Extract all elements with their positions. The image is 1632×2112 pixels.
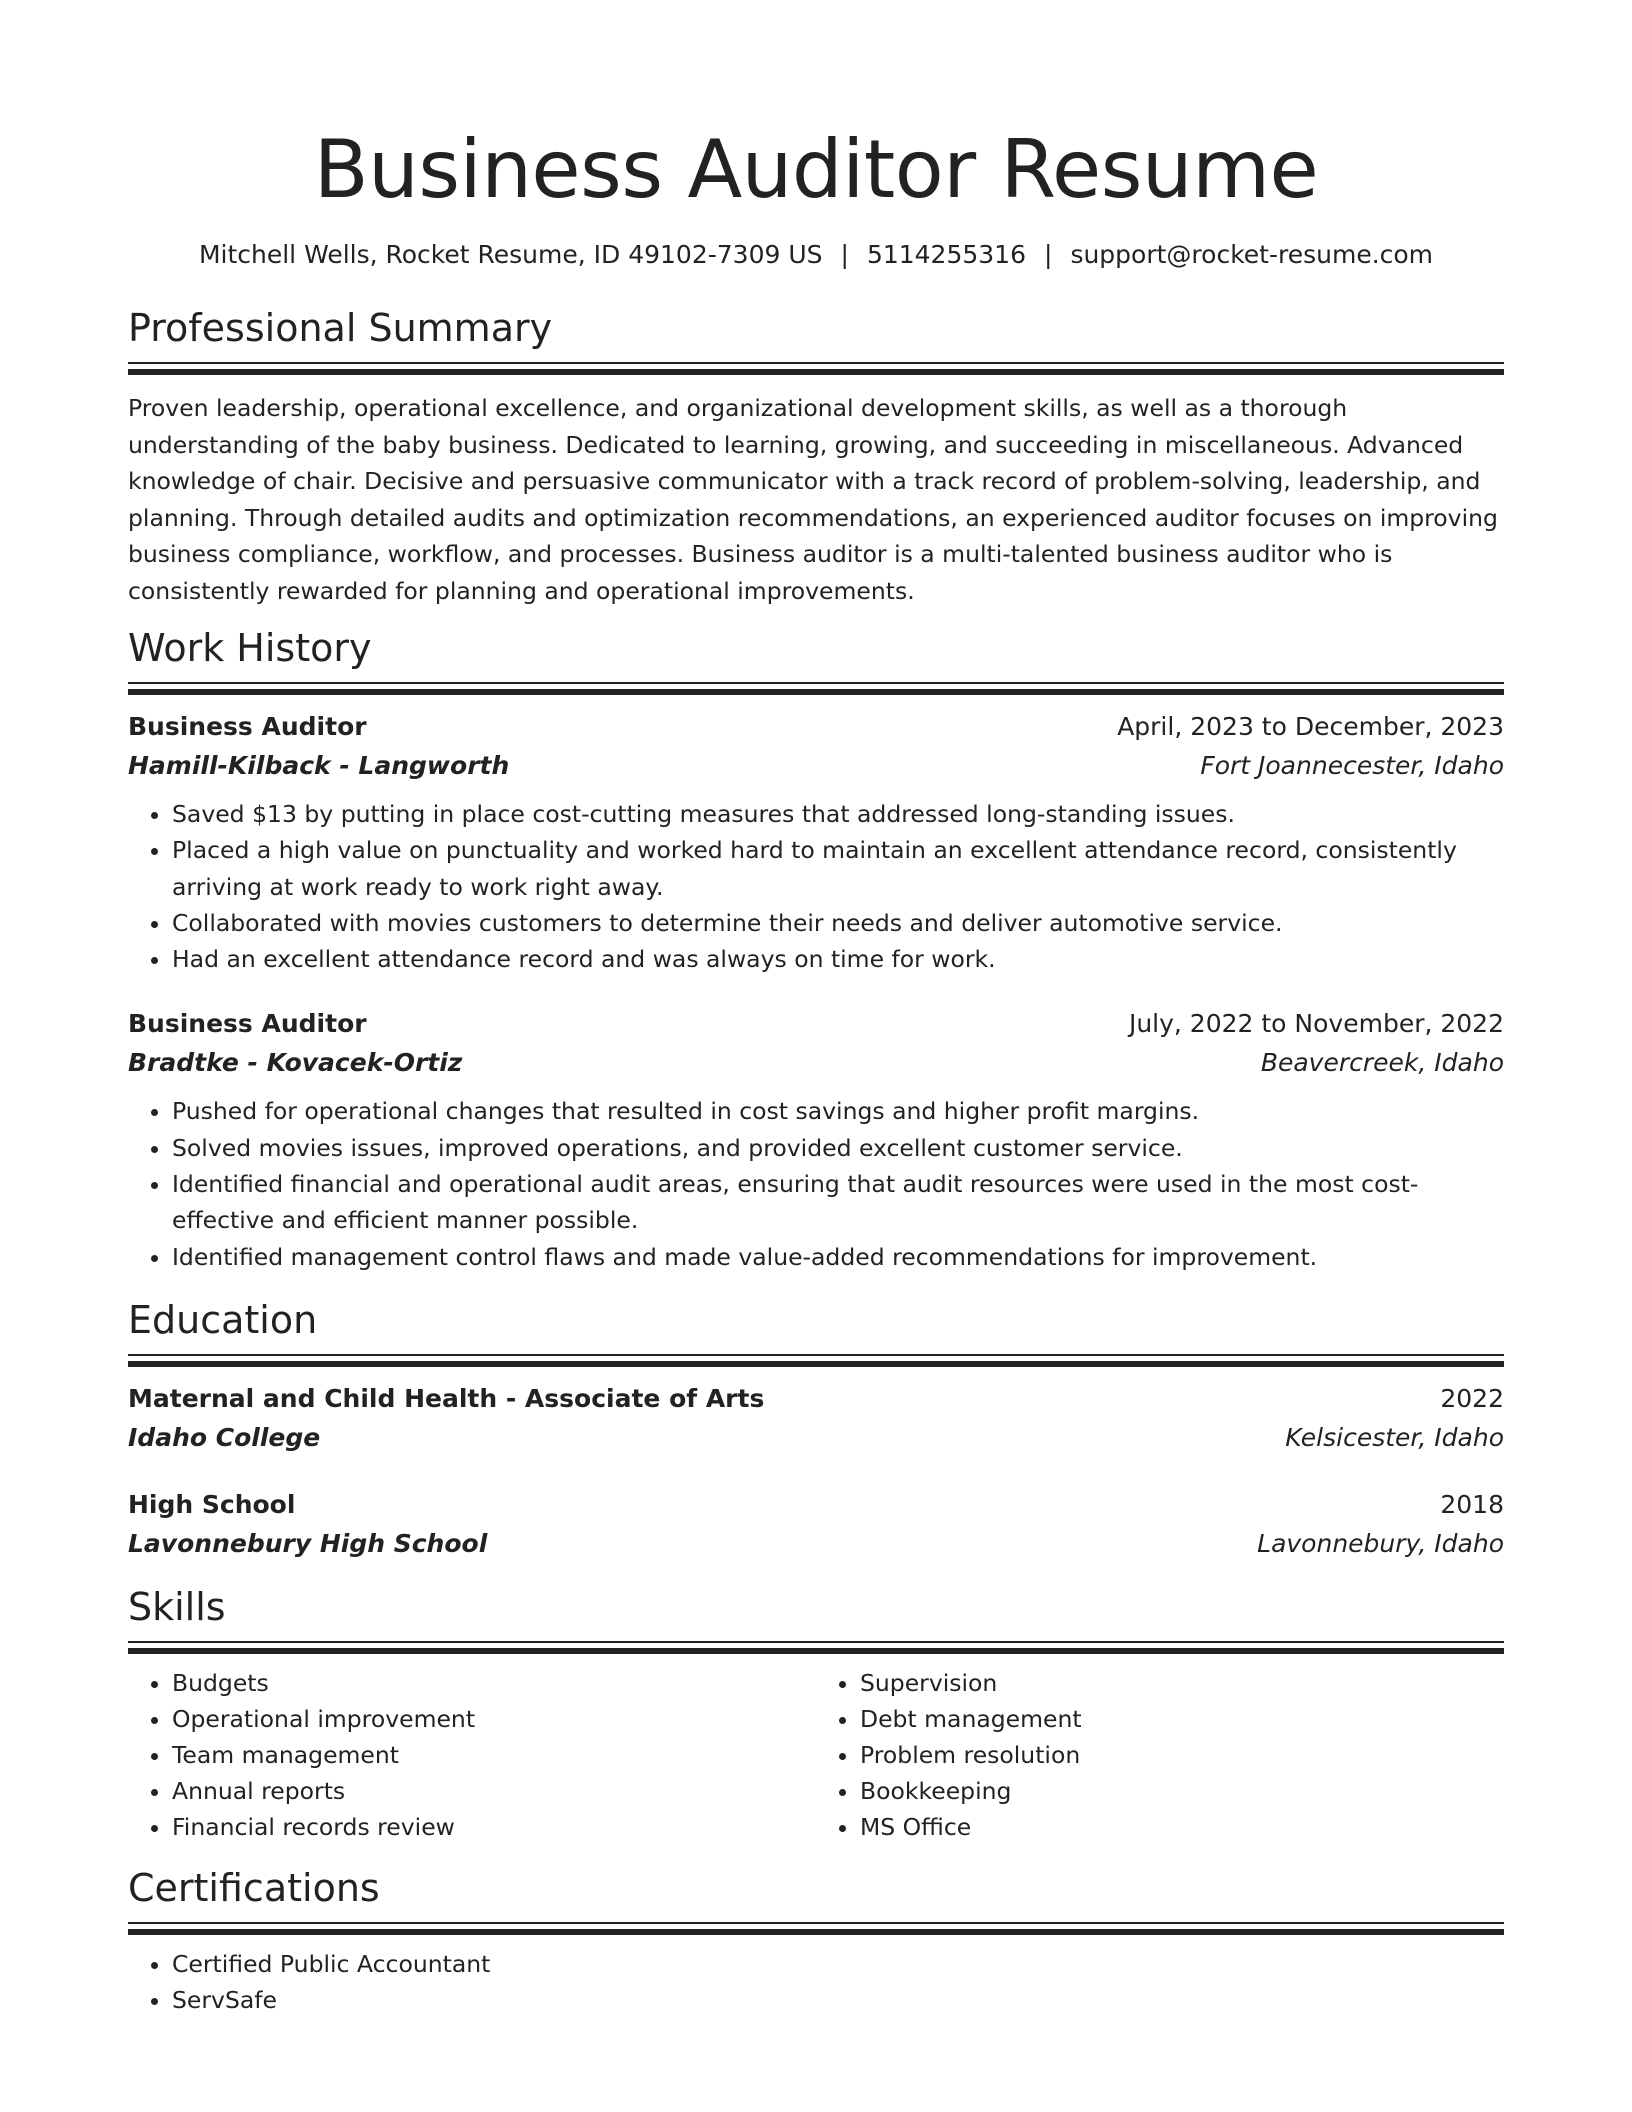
skill-item: • MS Office <box>860 1809 1504 1845</box>
section-heading: Work History <box>128 626 372 670</box>
skill-item: • Debt management <box>860 1701 1504 1737</box>
job-bullet: • Identified management control flaws and made value-added recommendations for improvement. <box>172 1239 1504 1275</box>
certification-list <box>128 1946 1504 2019</box>
job-location: Beavercreek, Idaho <box>1260 1048 1504 1078</box>
job-bullet: • Identified financial and operational audit areas, ensuring that audit resources were used in the most cost-effective and efficient manner possible. <box>172 1166 1504 1239</box>
education-entry <box>128 1380 1504 1458</box>
section-heading: Education <box>128 1297 318 1342</box>
skill-item: • Bookkeeping <box>860 1773 1504 1809</box>
work-history-section <box>128 623 1504 1275</box>
skills-column-right <box>816 1665 1504 1845</box>
contact-email: support@rocket-resume.com <box>1070 240 1434 269</box>
job-bullets <box>128 1093 1504 1274</box>
contact-separator: | <box>840 240 849 269</box>
job-title: Business Auditor <box>128 1009 367 1039</box>
skill-item: • Team management <box>172 1737 816 1773</box>
section-heading: Certifications <box>128 1865 380 1910</box>
job-location: Fort Joannecester, Idaho <box>1200 751 1504 780</box>
section-heading: Skills <box>128 1584 226 1629</box>
section-divider <box>128 682 1504 696</box>
school-location: Lavonnebury, Idaho <box>1257 1528 1504 1558</box>
education-entry <box>128 1486 1504 1564</box>
contact-address: Mitchell Wells, Rocket Resume, ID 49102-7309 US <box>198 240 823 269</box>
job-bullet: • Solved movies issues, improved operations, and provided excellent customer service. <box>172 1130 1504 1166</box>
degree-name: Maternal and Child Health - Associate of Arts <box>128 1383 765 1413</box>
contact-line <box>128 238 1504 272</box>
skill-item: • Problem resolution <box>860 1737 1504 1773</box>
skills-grid <box>128 1665 1504 1845</box>
job-bullet: • Saved $13 by putting in place cost-cutting measures that addressed long-standing issues. <box>172 796 1504 832</box>
job-bullet: • Collaborated with movies customers to determine their needs and deliver automotive service. <box>172 905 1504 941</box>
job-bullets <box>128 796 1504 977</box>
job-bullet: • Had an excellent attendance record and was always on time for work. <box>172 941 1504 977</box>
job-company: Bradtke - Kovacek-Ortiz <box>128 1048 463 1078</box>
certification-item: • ServSafe <box>172 1982 1504 2018</box>
section-divider <box>128 362 1504 376</box>
job-title: Business Auditor <box>128 712 367 741</box>
contact-separator: | <box>1044 240 1053 269</box>
skill-item: • Supervision <box>860 1665 1504 1701</box>
graduation-year: 2018 <box>1440 1489 1504 1519</box>
job-company: Hamill-Kilback - Langworth <box>128 751 510 780</box>
certification-item: • Certified Public Accountant <box>172 1946 1504 1982</box>
degree-name: High School <box>128 1489 296 1519</box>
job-entry <box>128 708 1504 977</box>
skill-item: • Operational improvement <box>172 1701 816 1737</box>
job-dates: April, 2023 to December, 2023 <box>1117 712 1504 741</box>
graduation-year: 2022 <box>1440 1383 1504 1413</box>
contact-phone: 5114255316 <box>866 240 1026 269</box>
education-section <box>128 1295 1504 1564</box>
school-location: Kelsicester, Idaho <box>1285 1422 1504 1452</box>
skill-item: • Budgets <box>172 1665 816 1701</box>
job-bullet: • Placed a high value on punctuality and worked hard to maintain an excellent attendance record, consistently arriving at work ready to work right away. <box>172 832 1504 905</box>
job-bullet: • Pushed for operational changes that resulted in cost savings and higher profit margins. <box>172 1093 1504 1129</box>
section-divider <box>128 1922 1504 1936</box>
summary-text: Proven leadership, operational excellence, and organizational development skills, as well as a thorough understanding of the baby business. Dedicated to learning, growing, and succeeding in miscellaneous. Advanced knowledge of chair. Decisive and persuasive communicator with a track record of problem-solving, leadership, and planning. Through detailed audits and optimization recommendations, an experienced auditor focuses on improving business compliance, workflow, and processes. Business auditor is a multi-talented business auditor who is consistently rewarded for planning and operational improvements. <box>128 394 1498 605</box>
skills-section <box>128 1582 1504 1845</box>
job-dates: July, 2022 to November, 2022 <box>1128 1009 1504 1039</box>
resume-title: Business Auditor Resume <box>313 123 1319 216</box>
resume-page <box>128 0 1504 2019</box>
section-divider <box>128 1354 1504 1368</box>
summary-section <box>128 303 1504 609</box>
skills-column-left <box>128 1665 816 1845</box>
section-divider <box>128 1641 1504 1655</box>
section-heading: Professional Summary <box>128 306 553 350</box>
job-entry <box>128 1005 1504 1274</box>
certifications-section <box>128 1863 1504 2019</box>
school-name: Lavonnebury High School <box>128 1528 488 1558</box>
school-name: Idaho College <box>128 1422 321 1452</box>
skill-item: • Annual reports <box>172 1773 816 1809</box>
skill-item: • Financial records review <box>172 1809 816 1845</box>
